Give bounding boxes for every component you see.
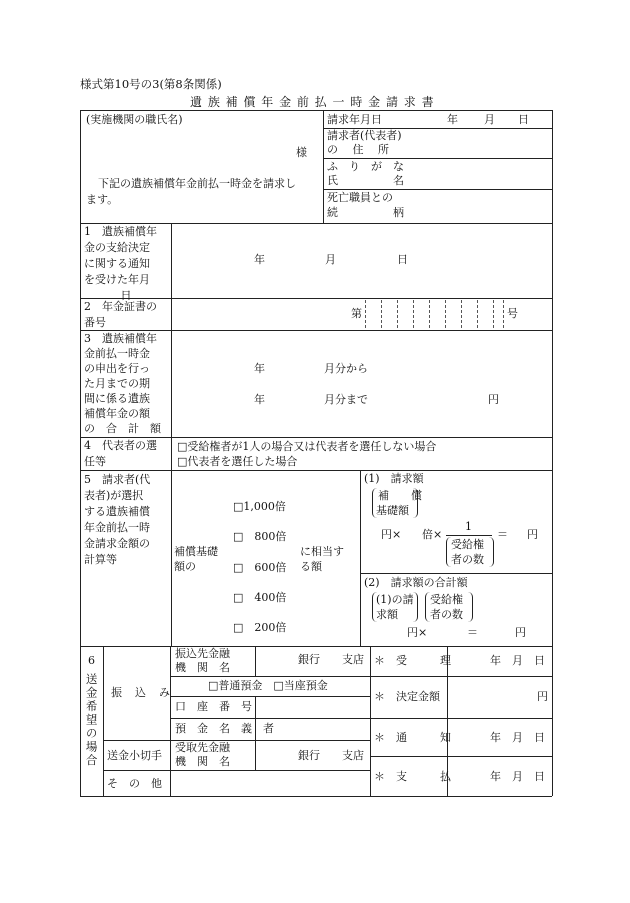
furikomi-label: 振 込 み [111, 686, 171, 699]
form-number: 様式第10号の3(第8条関係) [80, 77, 222, 91]
recv-bank-label-2: 機 関 名 [175, 755, 230, 768]
recv-bank-ginko: 銀行 [298, 749, 320, 762]
item5-label: 5 請求者(代 表者)が選択 する遺族補償 年金前払一時 金請求金額の 計算等 [84, 473, 151, 566]
item1-month: 月 [325, 253, 336, 266]
office-shiharai-date: 年 月 日 [490, 770, 545, 783]
jukyu-label-1: 受給権 [451, 538, 484, 551]
sama-label: 様 [296, 146, 307, 159]
base-amount-label-1: 補償基礎 [174, 545, 218, 558]
item1-day: 日 [397, 253, 408, 266]
recv-bank-shiten: 支店 [342, 749, 364, 762]
request-day: 日 [518, 113, 529, 126]
item1-label: 1 遺族補償年 金の支給決定 に関する通知 を受けた年月 日 [84, 225, 157, 302]
office-juri-date: 年 月 日 [490, 654, 545, 667]
bank-shiten: 支店 [342, 653, 364, 666]
seikyu-label-2: 求額 [376, 608, 398, 621]
item1-year: 年 [254, 253, 265, 266]
institution-label: (実施機関の職氏名) [86, 113, 183, 126]
item3-year-from: 年 [254, 362, 265, 375]
multiplier-option-400[interactable]: □ 400倍 [233, 591, 287, 604]
address-label: の 住 所 [327, 143, 389, 156]
bank-ginko: 銀行 [298, 653, 320, 666]
furigana-label: ふ り が な [327, 160, 404, 173]
multiplier-option-200[interactable]: □ 200倍 [233, 621, 287, 634]
jukyu-label-2: 者の数 [451, 553, 484, 566]
seikyu-label-1: (1)の請 [376, 593, 414, 606]
recv-bank-label-1: 受取先金融 [175, 741, 230, 754]
account-holder-label: 預 金 名 義 者 [175, 722, 274, 735]
section6-number: 6 [88, 654, 95, 667]
formula-result-yen: 円 [527, 528, 538, 541]
item3-yen: 円 [488, 393, 499, 406]
office-tsuchi-date: 年 月 日 [490, 731, 545, 744]
claimant-label: 請求者(代表者) [327, 129, 402, 142]
base-amount-label-2: 額の [174, 560, 196, 573]
kisogaku-label: 基礎額 [376, 504, 409, 517]
item2-go: 号 [507, 307, 518, 320]
request-text-1: 下記の遺族補償年金前払一時金を請求し [98, 177, 296, 190]
fraction-bar [446, 535, 492, 536]
total-yen-x: 円× [407, 626, 428, 639]
relation-label-1: 死亡職員との [327, 191, 393, 204]
total-jukyu-1: 受給権 [430, 593, 463, 606]
total-equals: ＝ [467, 626, 478, 639]
item3-from: 月分から [324, 362, 368, 375]
bank-label-1: 振込先金融 [175, 647, 230, 660]
equivalent-label-2: る額 [300, 560, 322, 573]
request-month: 月 [484, 113, 495, 126]
request-year: 年 [447, 113, 458, 126]
item3-year-to: 年 [254, 393, 265, 406]
item4-label: 4 代表者の選 任等 [84, 439, 157, 468]
other-label: そ の 他 [107, 777, 162, 790]
relation-label-2: 続 柄 [327, 206, 404, 219]
item3-to: 月分まで [324, 393, 368, 406]
multiplier-option-1000[interactable]: □1,000倍 [233, 500, 286, 513]
formula-yen: 円× [381, 528, 402, 541]
total-jukyu-2: 者の数 [430, 608, 463, 621]
office-kettei-yen: 円 [537, 690, 548, 703]
multiplier-option-600[interactable]: □ 600倍 [233, 561, 287, 574]
deposit-type-options[interactable]: □普通預金 □当座預金 [208, 679, 328, 692]
cheque-label: 送金小切手 [107, 749, 162, 762]
item3-label: 3 遺族補償年 金前払一時金 の申出を行っ た月までの期 間に係る遺族 補償年金の額 の 合 計 額 [84, 332, 161, 435]
office-tsuchi: ＊ 通 知 [374, 731, 451, 744]
office-juri: ＊ 受 理 [374, 654, 451, 667]
total-yen: 円 [515, 626, 526, 639]
item2-label: 2 年金証書の 番号 [84, 300, 157, 329]
hosho-label: 補 償 [378, 489, 422, 502]
claim-amount-title: (1) 請求額 [364, 472, 424, 485]
office-shiharai: ＊ 支 払 [374, 770, 451, 783]
section6-title: 送金希望の場合 [84, 673, 99, 768]
account-number-label: 口 座 番 号 [175, 700, 252, 713]
formula-equals: ＝ [497, 528, 508, 541]
form-title: 遺 族 補 償 年 金 前 払 一 時 金 請 求 書 [190, 95, 435, 109]
request-date-label: 請求年月日 [327, 113, 382, 126]
equivalent-label-1: に相当す [300, 545, 344, 558]
item2-dai: 第 [351, 307, 362, 320]
office-kettei: ＊ 決定金額 [374, 690, 440, 703]
formula-bai: 倍× [422, 528, 443, 541]
item4-option-single[interactable]: □受給権者が1人の場合又は代表者を選任しない場合 [177, 440, 437, 453]
multiplier-option-800[interactable]: □ 800倍 [233, 530, 287, 543]
name-label: 氏 名 [327, 174, 404, 187]
item4-option-representative[interactable]: □代表者を選任した場合 [177, 455, 298, 468]
bank-label-2: 機 関 名 [175, 661, 230, 674]
request-text-2: ます。 [86, 193, 119, 206]
total-amount-title: (2) 請求額の合計額 [364, 576, 468, 589]
fraction-one: 1 [465, 520, 472, 533]
